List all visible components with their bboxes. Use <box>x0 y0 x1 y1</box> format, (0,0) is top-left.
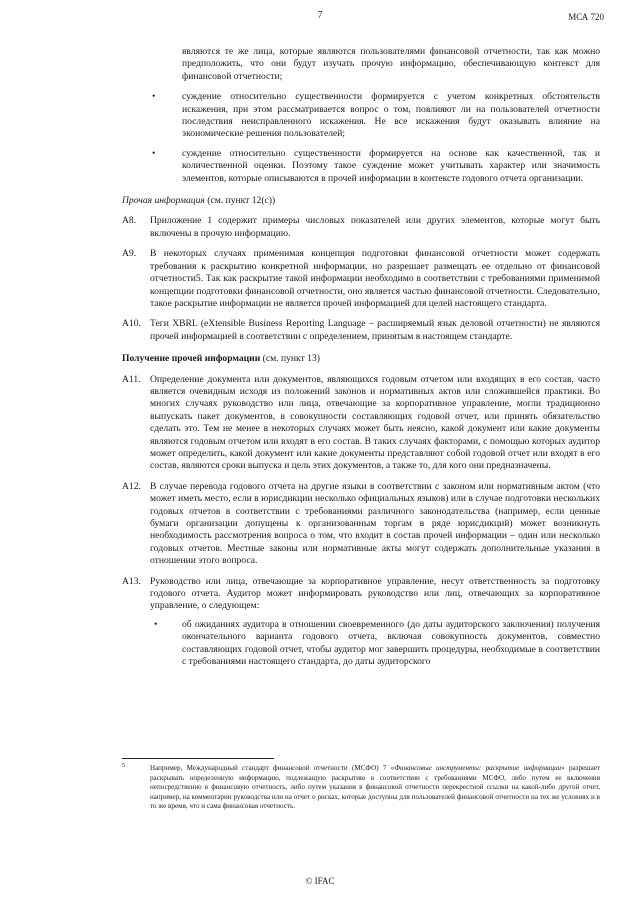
bullet-icon: • <box>152 147 156 159</box>
section-title: Прочая информация <box>122 195 205 207</box>
footnote-text-part: Например, Международный стандарт финансовой отчетности (МСФО) 7 « <box>150 764 395 772</box>
section-title: Получение прочей информации <box>122 353 261 365</box>
intro-bullet <box>122 148 600 185</box>
paragraph-text: В случае перевода годового отчета на другие языки в соответствии с законом или нормативным актом (что может иметь место, если в юрисдикции несколько официальных языков) или в случае подготовки нескольких годовых отчетов в соответствии с требованиями различного законодательства (например, если ценные бумаги организации допущены к организованным торгам в ряде юрисдикций) может возникнуть необходимость рассмотрения вопроса о том, что входит в состав прочей информации – один или несколько годовых отчетов. Местные законы или нормативные акты могут содержать дополнительные указания в отношении этого вопроса. <box>150 480 600 567</box>
paragraph-text: В некоторых случаях применимая концепция подготовки финансовой отчетности может содержать требования к раскрытию конкретной информации, но разрешает размещать ее отдельно от финансовой отчетности5. Так как раскрытие такой информации необходимо в соответствии с требованиями применимой концепции подготовки финансовой отчетности, оно является частью финансовой отчетности. Следовательно, такое раскрытие информации не является прочей информацией для целей настоящего стандарта. <box>150 248 600 309</box>
paragraph-text: Теги XBRL (eXtensible Business Reporting Language – расширяемый язык деловой отчетности) не являются прочей информацией в соответствии с определением, принятым в настоящем стандарте. <box>150 318 600 342</box>
bullet-icon: • <box>154 618 158 630</box>
paragraph-a12 <box>122 481 600 568</box>
paragraph-text: Приложение 1 содержит примеры числовых показателей или других элементов, которые могут быть включены в прочую информацию. <box>150 215 600 239</box>
paragraph-number: A9. <box>122 248 137 260</box>
footnote-text-part: » разрешает раскрывать определенную информацию, подлежащую раскрытию в соответствии с требованиями МСФО, либо путем ее включения непосредственно в финансовую отчетность, либо путем указания в финансовой отчетности перекрестной ссылки на какой-либо другой отчет, например, на комментарии руководства или на отчет о рисках, которые доступны для пользователей финансовой отчетности на тех же условиях и в то же время, что и сама финансовая отчетность. <box>150 764 601 811</box>
paragraph-text: Определение документа или документов, являющихся годовым отчетом или входящих в его состав, часто является очевидным исходя из положений законов и нормативных актов или сложившейся практики. Во многих случаях руководство или лица, отвечающие за корпоративное управление, могли традиционно выпускать пакет документов, в совокупности составляющих годовой отчет, или принять обязательство сделать это. Тем не менее в некоторых случаях может быть неясно, какой документ или какие документы являются годовым отчетом или входят в его состав. В таких случаях факторами, с помощью которых аудитор может определить, какой документ или какие документы представляют собой годовой отчет или входят в его состав, являются сроки выпуска и цель этих документов, а также то, для кого они предназначены. <box>150 373 600 472</box>
paragraph-text: Руководство или лица, отвечающие за корпоративное управление, несут ответственность за подготовку годового отчета. Аудитор может информировать руководство или лиц, отвечающих за корпоративное управление, о следующем: <box>150 575 600 612</box>
paragraph-number: A13. <box>122 575 141 587</box>
intro-bullet-text: суждение относительно существенности формируется на основе как качественной, так и количественной оценки. Поэтому такое суждение может учитывать характер или значимость элементов, которые описываются в прочей информации в контексте годового отчета организации. <box>182 147 600 184</box>
page-number: 7 <box>317 10 323 21</box>
section-heading-other-information <box>122 195 600 207</box>
standard-label: МСА 720 <box>568 12 604 22</box>
document-body <box>122 46 600 676</box>
footnote-divider <box>122 758 274 759</box>
bullet-icon: • <box>152 91 156 103</box>
intro-continuation: являются те же лица, которые являются пользователями финансовой отчетности, так как можно предположить, что они будут изучать прочую информацию, обеспечивающую контекст для финансовой отчетности; <box>182 46 600 82</box>
section-heading-obtaining-other-information <box>122 353 600 365</box>
paragraph-number: A8. <box>122 215 137 227</box>
paragraph-number: A11. <box>122 373 141 385</box>
footnote <box>122 764 600 812</box>
a13-bullet-text: об ожиданиях аудитора в отношении своевременного (до даты аудиторского заключения) получения окончательного варианта годового отчета, включая совокупность документов, совместно составляющих годовой отчет, чтобы аудитор мог завершить процедуры, необходимые в соответствии с требованиями настоящего стандарта, до даты аудиторского <box>182 618 600 668</box>
paragraph-number: A10. <box>122 318 141 330</box>
section-ref: (см. пункт 13) <box>262 353 320 365</box>
intro-bullet <box>122 91 600 141</box>
a13-bullet <box>150 619 600 669</box>
section-ref: (см. пункт 12(c)) <box>207 195 276 207</box>
footnote-italic-title: Финансовые инструменты: раскрытие информации <box>394 764 562 772</box>
paragraph-a10 <box>122 318 600 343</box>
footer-copyright: © IFAC <box>305 876 335 886</box>
intro-bullet-text: суждение относительно существенности формируется с учетом конкретных обстоятельств искажения, при этом рассматривается вопрос о том, повлияют ли на пользователей отчетности последствия неисправленного искажения. Не все искажения будут оказывать влияние на экономические решения пользователей; <box>182 91 600 140</box>
footnote-number: 5 <box>122 763 125 769</box>
paragraph-a9 <box>122 248 600 310</box>
paragraph-a11 <box>122 374 600 473</box>
paragraph-number: A12. <box>122 480 141 492</box>
paragraph-a13 <box>122 576 600 669</box>
footnote-text <box>122 764 600 812</box>
paragraph-a8 <box>122 215 600 240</box>
